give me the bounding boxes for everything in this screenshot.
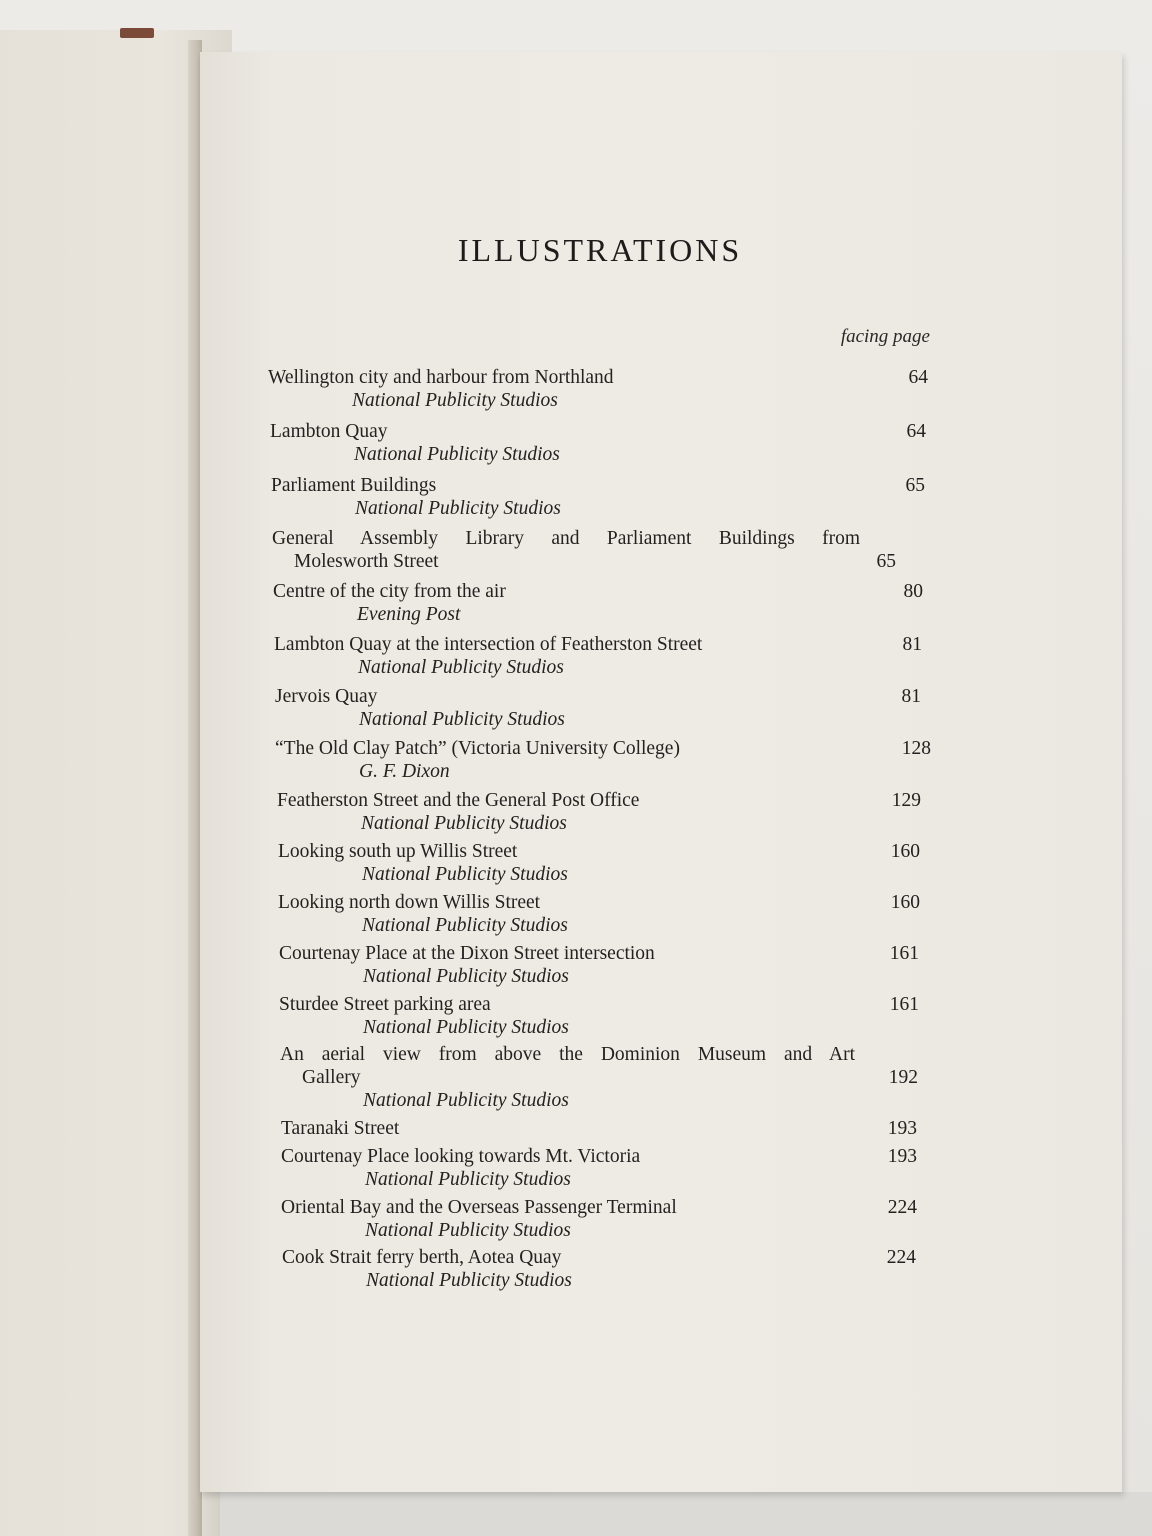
entry-page: 224 — [887, 1197, 917, 1218]
entry-page: 81 — [901, 686, 921, 707]
entry-page: 129 — [891, 790, 921, 811]
list-item — [268, 366, 928, 412]
list-item — [278, 840, 922, 886]
page-title: ILLUSTRATIONS — [457, 232, 743, 268]
entry-title: Lambton Quay — [270, 421, 388, 442]
entry-title: Centre of the city from the air — [273, 581, 506, 602]
list-item — [270, 420, 926, 466]
entry-page: 64 — [906, 421, 926, 442]
entry-title-continued: Molesworth Street — [294, 551, 439, 572]
entry-title: Sturdee Street parking area — [279, 994, 491, 1015]
list-item — [282, 1246, 918, 1292]
entry-credit: National Publicity Studios — [359, 709, 565, 730]
list-item — [274, 633, 924, 679]
entry-credit: National Publicity Studios — [362, 915, 568, 936]
entry-title: Parliament Buildings — [271, 475, 437, 496]
entry-page: 192 — [888, 1067, 918, 1088]
list-item — [279, 942, 921, 988]
entry-page: 160 — [890, 841, 920, 862]
entry-page: 161 — [889, 943, 919, 964]
entry-title: Looking south up Willis Street — [278, 841, 518, 862]
list-item — [280, 1043, 918, 1112]
entry-page: 65 — [905, 475, 925, 496]
list-item — [281, 1117, 919, 1140]
entry-credit: National Publicity Studios — [355, 498, 561, 519]
entry-title: Cook Strait ferry berth, Aotea Quay — [282, 1247, 562, 1268]
entry-title: Wellington city and harbour from Northland — [268, 367, 614, 388]
list-item — [271, 474, 925, 520]
list-item — [281, 1196, 919, 1242]
entry-page: 224 — [886, 1247, 916, 1268]
list-item — [275, 685, 923, 731]
entry-page: 80 — [903, 581, 923, 602]
entry-page: 160 — [890, 892, 920, 913]
entry-page: 65 — [876, 551, 896, 572]
entry-credit: National Publicity Studios — [363, 1017, 569, 1038]
entry-credit: National Publicity Studios — [363, 966, 569, 987]
entry-page: 128 — [901, 738, 931, 759]
entry-title: An aerial view from above the Dominion Museum and Art — [280, 1044, 855, 1065]
list-item — [278, 891, 922, 937]
entry-credit: National Publicity Studios — [352, 390, 558, 411]
entry-credit: National Publicity Studios — [361, 813, 567, 834]
list-item — [281, 1145, 919, 1191]
list-item — [273, 580, 925, 626]
entry-title: Oriental Bay and the Overseas Passenger Terminal — [281, 1197, 677, 1218]
book-cover-corner — [120, 28, 154, 38]
entry-credit: G. F. Dixon — [359, 761, 450, 782]
entry-title: General Assembly Library and Parliament Buildings from — [272, 528, 860, 549]
entry-title: Featherston Street and the General Post Office — [277, 790, 640, 811]
entry-title: Jervois Quay — [275, 686, 378, 707]
entry-title: Lambton Quay at the intersection of Featherston Street — [274, 634, 703, 655]
entry-credit: National Publicity Studios — [354, 444, 560, 465]
entry-credit: Evening Post — [357, 604, 461, 625]
column-header: facing page — [840, 326, 930, 347]
entry-page: 193 — [887, 1118, 917, 1139]
list-item — [279, 993, 921, 1039]
page-stack-edge — [220, 1492, 1152, 1536]
entry-title: Taranaki Street — [281, 1118, 400, 1139]
entry-credit: National Publicity Studios — [362, 864, 568, 885]
list-item — [272, 527, 896, 573]
entry-credit: National Publicity Studios — [358, 657, 564, 678]
entry-page: 64 — [908, 367, 928, 388]
entry-credit: National Publicity Studios — [363, 1090, 569, 1111]
entry-title: Looking north down Willis Street — [278, 892, 541, 913]
entry-title: Courtenay Place at the Dixon Street intersection — [279, 943, 655, 964]
entry-title-continued: Gallery — [302, 1067, 361, 1088]
entry-page: 81 — [902, 634, 922, 655]
entry-credit: National Publicity Studios — [365, 1220, 571, 1241]
entry-page: 193 — [887, 1146, 917, 1167]
list-item — [275, 737, 931, 783]
list-item — [277, 789, 923, 835]
entry-title: Courtenay Place looking towards Mt. Victoria — [281, 1146, 641, 1167]
entry-title: “The Old Clay Patch” (Victoria University College) — [275, 738, 680, 759]
entry-page: 161 — [889, 994, 919, 1015]
entry-credit: National Publicity Studios — [366, 1270, 572, 1291]
entry-credit: National Publicity Studios — [365, 1169, 571, 1190]
